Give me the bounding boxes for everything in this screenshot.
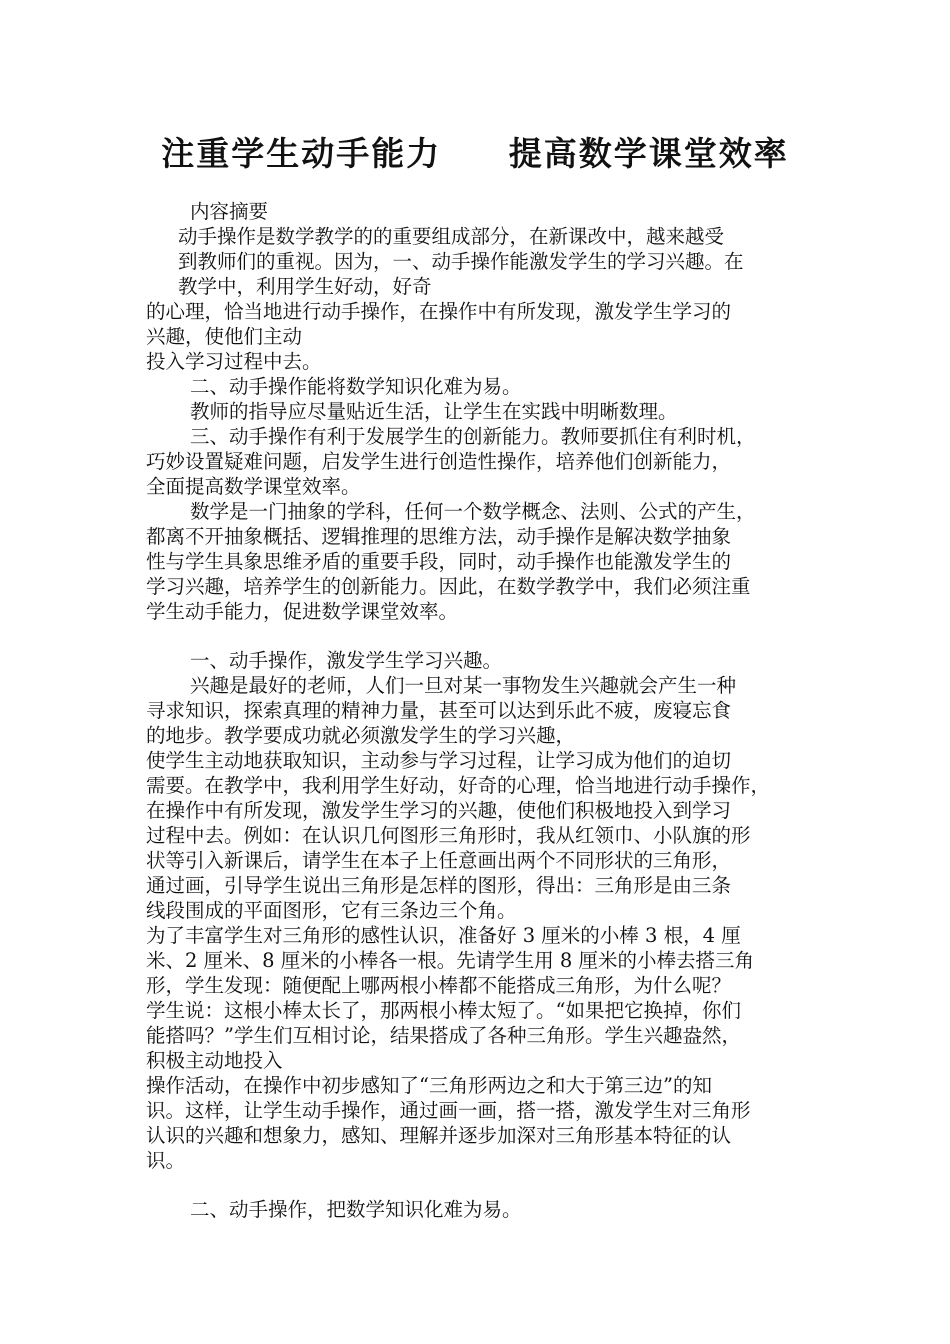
body-line: 能搭吗？”学生们互相讨论，结果搭成了各种三角形。学生兴趣盎然， bbox=[146, 1024, 741, 1047]
abstract-line: 教师的指导应尽量贴近生活，让学生在实践中明晰数理。 bbox=[190, 400, 678, 423]
body-line: 状等引入新课后，请学生在本子上任意画出两个不同形状的三角形， bbox=[146, 849, 732, 872]
body-line: 形，学生发现：随便配上哪两根小棒都不能搭成三角形，为什么呢？ bbox=[146, 974, 732, 997]
body-line: 操作活动，在操作中初步感知了“三角形两边之和大于第三边”的知 bbox=[146, 1074, 712, 1097]
intro-line: 都离不开抽象概括、逻辑推理的思维方法，动手操作是解决数学抽象 bbox=[146, 525, 732, 548]
intro-line: 数学是一门抽象的学科，任何一个数学概念、法则、公式的产生， bbox=[190, 500, 756, 523]
section-heading-2: 二、动手操作，把数学知识化难为易。 bbox=[190, 1198, 522, 1221]
abstract-line: 的心理，恰当地进行动手操作，在操作中有所发现，激发学生学习的 bbox=[146, 300, 732, 323]
abstract-line: 兴趣，使他们主动 bbox=[146, 325, 303, 348]
body-line: 识。这样，让学生动手操作，通过画一画，搭一搭，激发学生对三角形 bbox=[146, 1099, 751, 1122]
document-title: 注重学生动手能力 提高数学课堂效率 bbox=[161, 134, 789, 173]
abstract-line: 三、动手操作有利于发展学生的创新能力。教师要抓住有利时机， bbox=[190, 425, 756, 448]
intro-line: 性与学生具象思维矛盾的重要手段，同时，动手操作也能激发学生的 bbox=[146, 550, 732, 573]
abstract-line: 投入学习过程中去。 bbox=[146, 350, 322, 373]
body-line: 过程中去。例如：在认识几何图形三角形时，我从红领巾、小队旗的形 bbox=[146, 824, 751, 847]
abstract-line: 动手操作是数学教学的的重要组成部分，在新课改中，越来越受 bbox=[178, 225, 725, 248]
abstract-line: 教学中，利用学生好动，好奇 bbox=[178, 275, 432, 298]
body-line: 为了丰富学生对三角形的感性认识，准备好 3 厘米的小棒 3 根，4 厘 bbox=[146, 924, 741, 947]
body-line: 需要。在教学中，我利用学生好动，好奇的心理，恰当地进行动手操作， bbox=[146, 774, 771, 797]
abstract-line: 二、动手操作能将数学知识化难为易。 bbox=[190, 375, 522, 398]
abstract-heading: 内容摘要 bbox=[190, 200, 269, 223]
section-heading-1: 一、动手操作，激发学生学习兴趣。 bbox=[190, 649, 503, 672]
body-line: 积极主动地投入 bbox=[146, 1049, 283, 1072]
intro-line: 学生动手能力，促进数学课堂效率。 bbox=[146, 600, 459, 623]
body-line: 识。 bbox=[146, 1149, 186, 1172]
body-line: 通过画，引导学生说出三角形是怎样的图形，得出：三角形是由三条 bbox=[146, 874, 732, 897]
body-line: 认识的兴趣和想象力，感知、理解并逐步加深对三角形基本特征的认 bbox=[146, 1124, 732, 1147]
body-line: 寻求知识，探索真理的精神力量，甚至可以达到乐此不疲，废寝忘食 bbox=[146, 699, 732, 722]
body-line: 使学生主动地获取知识，主动参与学习过程，让学习成为他们的迫切 bbox=[146, 749, 732, 772]
body-line: 在操作中有所发现，激发学生学习的兴趣，使他们积极地投入到学习 bbox=[146, 799, 732, 822]
body-line: 线段围成的平面图形，它有三条边三个角。 bbox=[146, 899, 517, 922]
body-line: 米、2 厘米、8 厘米的小棒各一根。先请学生用 8 厘米的小棒去搭三角 bbox=[146, 949, 755, 972]
body-line: 兴趣是最好的老师，人们一旦对某一事物发生兴趣就会产生一种 bbox=[190, 674, 737, 697]
body-line: 的地步。教学要成功就必须激发学生的学习兴趣， bbox=[146, 724, 576, 747]
body-line: 学生说：这根小棒太长了，那两根小棒太短了。“如果把它换掉，你们 bbox=[146, 999, 741, 1022]
intro-line: 学习兴趣，培养学生的创新能力。因此，在数学教学中，我们必须注重 bbox=[146, 575, 751, 598]
abstract-line: 到教师们的重视。因为，一、动手操作能激发学生的学习兴趣。在 bbox=[178, 250, 744, 273]
abstract-line: 巧妙设置疑难问题，启发学生进行创造性操作，培养他们创新能力， bbox=[146, 450, 732, 473]
abstract-line: 全面提高数学课堂效率。 bbox=[146, 475, 361, 498]
